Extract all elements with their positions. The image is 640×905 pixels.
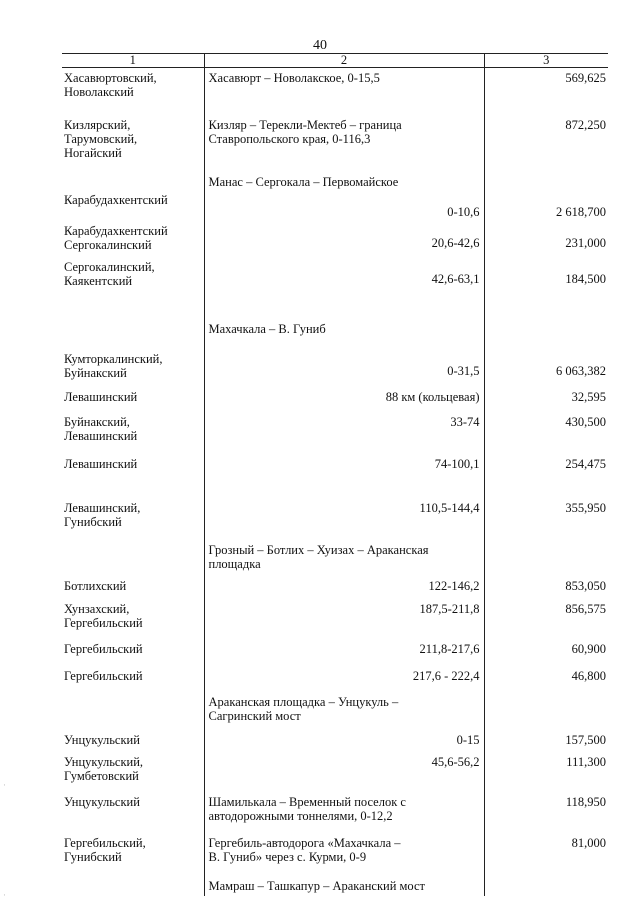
- road-cell: [204, 833, 484, 876]
- funding-value: 231,000: [565, 235, 606, 250]
- road-km-range: 0-15: [456, 732, 480, 747]
- district-cell: [62, 318, 204, 348]
- district-name: Унцукульский: [64, 794, 140, 809]
- district-name: Буйнакский, Левашинский: [64, 414, 138, 443]
- road-cell: [204, 576, 484, 600]
- funding-value-cell: [484, 115, 608, 171]
- table-row: [62, 190, 608, 220]
- table-row: [62, 600, 608, 640]
- district-name: Хасавюртовский, Новолакский: [64, 71, 157, 99]
- district-name: Левашинский, Гунибский: [64, 500, 141, 529]
- funding-value: 157,500: [565, 732, 606, 747]
- column-header-3: 3: [484, 54, 608, 68]
- funding-value-cell: [484, 348, 608, 388]
- table-row: [62, 693, 608, 729]
- district-name: Хунзахский, Гергебильский: [64, 601, 143, 630]
- district-cell: [62, 667, 204, 693]
- road-km-range: 217,6 - 222,4: [412, 668, 480, 683]
- table-row: [62, 68, 608, 115]
- funding-value-cell: [484, 729, 608, 753]
- funding-value: 60,900: [571, 641, 606, 656]
- table-row: [62, 115, 608, 171]
- road-name: Мамраш – Ташкапур – Араканский мост: [208, 878, 426, 893]
- funding-value: 111,300: [566, 754, 606, 769]
- district-cell: [62, 256, 204, 318]
- district-name: Карабудахкентский Сергокалинский: [64, 223, 168, 252]
- table-row: [62, 539, 608, 576]
- funding-value-cell: [484, 190, 608, 220]
- scan-dot: ·: [3, 890, 6, 900]
- road-name: Гергебиль-автодорога «Махачкала – В. Гуниб» через с. Курми, 0-9: [208, 835, 401, 864]
- district-cell: [62, 348, 204, 388]
- road-funding-table: [62, 53, 608, 896]
- district-cell: [62, 640, 204, 667]
- district-cell: [62, 833, 204, 876]
- road-km-range: 88 км (кольцевая): [385, 389, 480, 404]
- table-row: [62, 833, 608, 876]
- column-header-2: 2: [204, 54, 484, 68]
- district-cell: [62, 876, 204, 896]
- road-km-range: 20,6-42,6: [431, 235, 480, 250]
- road-name: Кизляр – Терекли-Мектеб – граница Ставропольского края, 0-116,3: [208, 117, 402, 146]
- table-row: [62, 667, 608, 693]
- road-name: Шамилькала – Временный поселок с автодорожными тоннелями, 0-12,2: [208, 794, 406, 823]
- funding-value-cell: [484, 68, 608, 115]
- district-name: Левашинский: [64, 456, 138, 471]
- district-name: Гергебильский: [64, 641, 143, 656]
- road-km-range: 187,5-211,8: [419, 601, 480, 616]
- road-km-range: 42,6-63,1: [431, 271, 480, 286]
- road-km-range: 33-74: [450, 414, 480, 429]
- road-cell: [204, 499, 484, 539]
- road-cell: [204, 68, 484, 115]
- table-row: [62, 576, 608, 600]
- funding-value: 853,050: [565, 578, 606, 593]
- funding-value: 184,500: [565, 271, 606, 286]
- district-cell: [62, 190, 204, 220]
- road-cell: [204, 693, 484, 729]
- road-cell: [204, 753, 484, 793]
- road-km-range: 211,8-217,6: [419, 641, 480, 656]
- district-cell: [62, 693, 204, 729]
- road-cell: [204, 348, 484, 388]
- district-cell: [62, 455, 204, 499]
- funding-value-cell: [484, 640, 608, 667]
- funding-value-cell: [484, 499, 608, 539]
- district-cell: [62, 388, 204, 413]
- district-cell: [62, 413, 204, 455]
- column-header-1: 1: [62, 54, 204, 68]
- table-row: [62, 753, 608, 793]
- funding-value-cell: [484, 388, 608, 413]
- table-row: [62, 171, 608, 190]
- district-cell: [62, 729, 204, 753]
- funding-value: 355,950: [565, 500, 606, 515]
- funding-value-cell: [484, 220, 608, 256]
- road-cell: [204, 190, 484, 220]
- district-cell: [62, 600, 204, 640]
- district-cell: [62, 793, 204, 833]
- table-row: [62, 256, 608, 318]
- funding-value-cell: [484, 318, 608, 348]
- district-name: Гергебильский, Гунибский: [64, 835, 146, 864]
- road-name: Араканская площадка – Унцукуль – Сагринский мост: [208, 694, 399, 723]
- road-name: Махачкала – В. Гуниб: [208, 321, 326, 336]
- table-row: [62, 220, 608, 256]
- road-cell: [204, 256, 484, 318]
- district-name: Карабудахкентский: [64, 192, 168, 207]
- funding-value: 2 618,700: [556, 204, 606, 219]
- road-cell: [204, 600, 484, 640]
- funding-value: 856,575: [565, 601, 606, 616]
- funding-value: 32,595: [571, 389, 606, 404]
- road-km-range: 74-100,1: [434, 456, 480, 471]
- funding-value-cell: [484, 256, 608, 318]
- road-cell: [204, 171, 484, 190]
- road-cell: [204, 640, 484, 667]
- table-row: [62, 793, 608, 833]
- district-name: Кумторкалинский, Буйнакский: [64, 351, 163, 380]
- road-km-range: 0-31,5: [447, 363, 480, 378]
- funding-value-cell: [484, 600, 608, 640]
- road-cell: [204, 729, 484, 753]
- table-row: [62, 876, 608, 896]
- district-name: Ботлихский: [64, 578, 127, 593]
- funding-value-cell: [484, 539, 608, 576]
- road-cell: [204, 115, 484, 171]
- district-cell: [62, 576, 204, 600]
- funding-value-cell: [484, 833, 608, 876]
- funding-value: 6 063,382: [556, 363, 606, 378]
- funding-value-cell: [484, 793, 608, 833]
- road-cell: [204, 667, 484, 693]
- funding-value-cell: [484, 576, 608, 600]
- scan-dot: ·: [3, 780, 6, 790]
- funding-value: 872,250: [565, 117, 606, 132]
- funding-value-cell: [484, 753, 608, 793]
- funding-value-cell: [484, 693, 608, 729]
- road-cell: [204, 455, 484, 499]
- funding-value-cell: [484, 667, 608, 693]
- funding-value-cell: [484, 171, 608, 190]
- district-name: Унцукульский, Гумбетовский: [64, 754, 144, 783]
- district-cell: [62, 220, 204, 256]
- table-row: [62, 499, 608, 539]
- funding-value-cell: [484, 876, 608, 896]
- district-cell: [62, 499, 204, 539]
- road-name: Хасавюрт – Новолакское, 0-15,5: [208, 71, 380, 85]
- table-row: [62, 388, 608, 413]
- table-row: [62, 413, 608, 455]
- road-km-range: 0-10,6: [447, 204, 480, 219]
- district-cell: [62, 539, 204, 576]
- road-name: Манас – Сергокала – Первомайское: [208, 174, 399, 189]
- road-km-range: 110,5-144,4: [419, 500, 480, 515]
- district-name: Кизлярский, Тарумовский, Ногайский: [64, 117, 138, 160]
- table-body: [62, 68, 608, 896]
- road-km-range: 45,6-56,2: [431, 754, 480, 769]
- funding-value: 118,950: [565, 794, 606, 809]
- road-km-range: 122-146,2: [428, 578, 480, 593]
- funding-value: 569,625: [565, 71, 606, 85]
- road-cell: [204, 876, 484, 896]
- road-cell: [204, 388, 484, 413]
- funding-value: 81,000: [571, 835, 606, 850]
- funding-value-cell: [484, 455, 608, 499]
- road-cell: [204, 539, 484, 576]
- district-name: Гергебильский: [64, 668, 143, 683]
- district-cell: [62, 753, 204, 793]
- district-cell: [62, 115, 204, 171]
- road-cell: [204, 413, 484, 455]
- district-cell: [62, 171, 204, 190]
- road-cell: [204, 220, 484, 256]
- district-name: Унцукульский: [64, 732, 140, 747]
- table-row: [62, 729, 608, 753]
- funding-value-cell: [484, 413, 608, 455]
- header-row: [62, 54, 608, 68]
- road-cell: [204, 318, 484, 348]
- funding-value: 430,500: [565, 414, 606, 429]
- road-name: Грозный – Ботлих – Хуизах – Араканская площадка: [208, 542, 429, 571]
- district-name: Левашинский: [64, 389, 138, 404]
- funding-value: 46,800: [571, 668, 606, 683]
- district-cell: [62, 68, 204, 115]
- page-number: 40: [313, 38, 327, 53]
- road-cell: [204, 793, 484, 833]
- funding-value: 254,475: [565, 456, 606, 471]
- table-row: [62, 455, 608, 499]
- district-name: Сергокалинский, Каякентский: [64, 259, 155, 288]
- table-row: [62, 348, 608, 388]
- table-row: [62, 640, 608, 667]
- table-row: [62, 318, 608, 348]
